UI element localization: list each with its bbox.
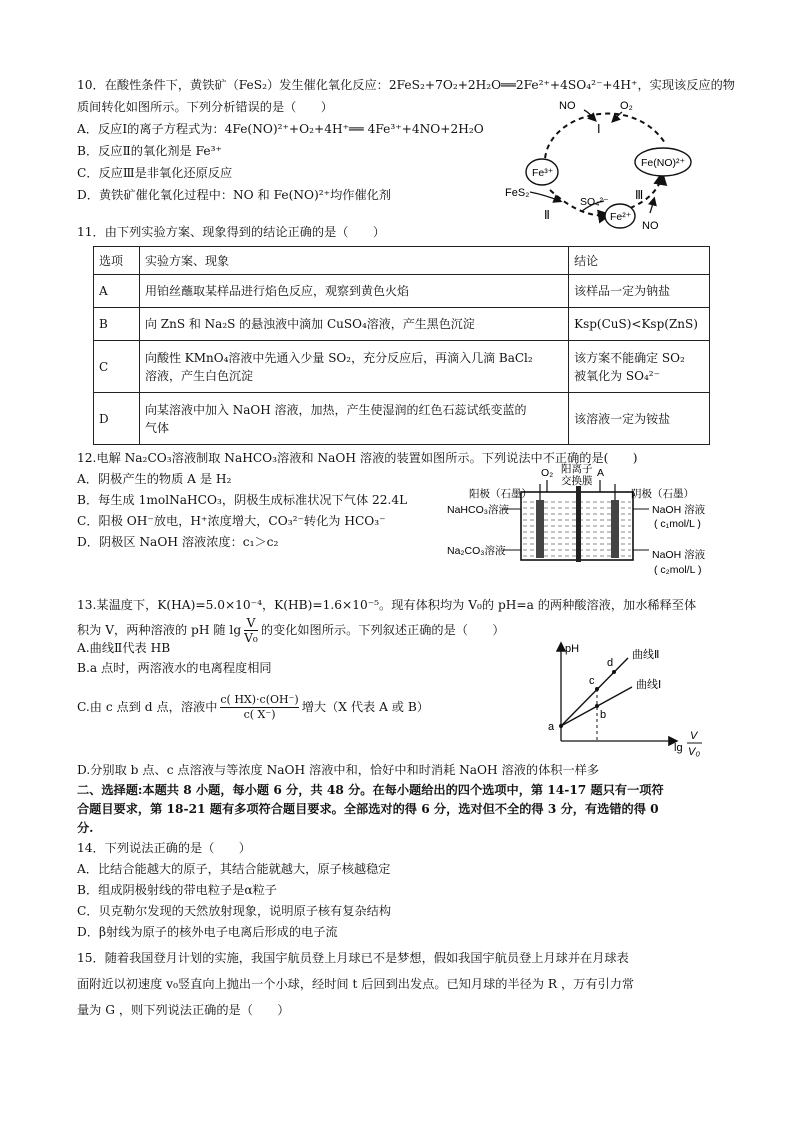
plan-line-2: 气体	[144, 420, 169, 435]
q12-fig-c1: ( c₁mol/L )	[654, 518, 701, 530]
conclusion-line-2: 被氧化为 SO₄²⁻	[574, 368, 660, 383]
q10-stem-line2: 质间转化如图所示。下列分析错误的是（ ）	[77, 100, 333, 114]
table-cell-plan	[139, 341, 568, 393]
conclusion-line-1: 该方案不能确定 SO₂	[574, 350, 685, 365]
q13-fig-x-denominator: V₀	[688, 746, 700, 758]
q10-option-a: A．反应Ⅰ的离子方程式为：4Fe(NO)²⁺+O₂+4H⁺══ 4Fe³⁺+4NO+2H₂O	[77, 122, 484, 136]
q12-stem: 12.电解 Na₂CO₃溶液制取 NaHCO₃溶液和 NaOH 溶液的装置如图所示。下列说法中不正确的是( )	[77, 451, 638, 465]
table-cell-conclusion: Ksp(CuS)<Ksp(ZnS)	[569, 308, 710, 341]
plan-line-1: 向酸性 KMnO₄溶液中先通入少量 SO₂，充分反应后，再滴入几滴 BaCl₂	[144, 350, 533, 365]
q10-fig-reaction-1: Ⅰ	[597, 122, 601, 136]
q12-fig-membrane-2: 交换膜	[561, 475, 593, 487]
q13-fig-point-a: a	[548, 721, 555, 733]
q15-line3: 量为 G ，则下列说法正确的是（ ）	[77, 1003, 290, 1017]
q13-option-c	[77, 687, 429, 727]
table-cell-plan: 向 ZnS 和 Na₂S 的悬浊液中滴加 CuSO₄溶液，产生黑色沉淀	[139, 308, 568, 341]
q12-option-b: B．每生成 1molNaHCO₃，阴极生成标准状况下气体 22.4L	[77, 493, 408, 507]
q12-fig-na2co3: Na₂CO₃溶液	[447, 545, 506, 557]
table-cell-conclusion: 该溶液一定为铵盐	[569, 393, 710, 445]
q12-option-d: D．阴极区 NaOH 溶液浓度：c₁＞c₂	[77, 535, 279, 549]
q10-fig-feno: Fe(NO)²⁺	[641, 157, 686, 169]
q12-fig-c2: ( c₂mol/L )	[654, 564, 702, 576]
q10-fig-no-top: NO	[559, 100, 576, 112]
section2-instructions-line1: 二、选择题:本题共 8 小题，每小题 6 分，共 48 分。在每小题给出的四个选项中，第 14-17 题只有一项符	[77, 783, 664, 797]
q10-fig-reaction-3: Ⅲ	[635, 188, 644, 202]
q12-fig-cathode: 阴极（石墨）	[631, 488, 694, 500]
table-header-conclusion: 结论	[569, 247, 710, 275]
q13-option-a: A.曲线Ⅱ代表 HB	[77, 641, 171, 655]
table-cell-option: A	[94, 275, 140, 308]
q10-fig-reaction-2: Ⅱ	[544, 208, 550, 222]
table-cell-plan	[139, 393, 568, 445]
q12-electrolysis-diagram	[443, 462, 715, 582]
q13-fig-curve-2: 曲线Ⅱ	[632, 649, 660, 661]
table-cell-conclusion: 该样品一定为钠盐	[569, 275, 710, 308]
q10-option-b: B．反应Ⅱ的氧化剂是 Fe³⁺	[77, 144, 222, 158]
q12-fig-membrane-1: 阳离子	[561, 463, 593, 475]
q10-stem-line1: 10．在酸性条件下，黄铁矿（FeS₂）发生催化氧化反应：2FeS₂+7O₂+2H₂O══2Fe²⁺+4SO₄²⁻+4H⁺，实现该反应的物	[77, 78, 735, 92]
q11-stem: 11．由下列实验方案、现象得到的结论正确的是（ ）	[77, 225, 386, 239]
q14-option-b: B．组成阴极射线的带电粒子是α粒子	[77, 883, 277, 897]
q12-fig-naoh-2: NaOH 溶液	[652, 549, 706, 561]
table-header-plan: 实验方案、现象	[139, 247, 568, 275]
q13-fig-point-c: c	[589, 675, 595, 687]
q15-line2: 面附近以初速度 v₀竖直向上抛出一个小球，经时间 t 后回到出发点。已知月球的半径为 R ，万有引力常	[77, 977, 635, 991]
q10-cycle-diagram	[500, 95, 730, 235]
q10-fig-so4: SO₄²⁻	[580, 196, 609, 208]
q10-fig-no-bottom: NO	[642, 220, 659, 232]
q10-option-d: D．黄铁矿催化氧化过程中：NO 和 Fe(NO)²⁺均作催化剂	[77, 188, 392, 202]
q12-fig-nahco3: NaHCO₃溶液	[447, 504, 510, 516]
table-header-option: 选项	[94, 247, 140, 275]
q12-fig-naoh-1: NaOH 溶液	[652, 504, 706, 516]
q12-fig-anode: 阳极（石墨）	[469, 488, 532, 500]
section2-instructions-line3: 分.	[77, 821, 94, 835]
q13-option-c-pre: C.由 c 点到 d 点，溶液中	[77, 700, 218, 714]
q13-option-b: B.a 点时，两溶液水的电离程度相同	[77, 661, 272, 675]
q14-stem: 14．下列说法正确的是（ ）	[77, 841, 251, 855]
q13-option-d: D.分别取 b 点、c 点溶液与等浓度 NaOH 溶液中和，恰好中和时消耗 NaOH 溶液的体积一样多	[77, 763, 600, 777]
q13-stem-line2-post: 的变化如图所示。下列叙述正确的是（ ）	[260, 623, 505, 637]
q13-ph-graph	[536, 636, 716, 761]
q13-fig-point-d: d	[607, 657, 614, 669]
q13-fig-x-numerator: V	[690, 730, 698, 742]
table-cell-plan: 用铂丝蘸取某样品进行焰色反应，观察到黄色火焰	[139, 275, 568, 308]
q12-option-c: C．阳极 OH⁻放电，H⁺浓度增大，CO₃²⁻转化为 HCO₃⁻	[77, 514, 386, 528]
q13-stem-line1: 13.某温度下，K(HA)=5.0×10⁻⁴，K(HB)=1.6×10⁻⁵。现有体积均为 V₀的 pH=a 的两种酸溶液，加水稀释至体	[77, 598, 697, 612]
table-cell-option: D	[94, 393, 140, 445]
section2-instructions-line2: 合题目要求，第 18-21 题有多项符合题目要求。全部选对的得 6 分，选对但不全的得 3 分，有选错的得 0	[77, 802, 659, 816]
plan-line-1: 向某溶液中加入 NaOH 溶液，加热，产生使湿润的红色石蕊试纸变蓝的	[144, 402, 527, 417]
q13-fig-point-b: b	[600, 709, 607, 721]
q13-option-c-fraction	[220, 693, 298, 722]
q13-fig-y-label: pH	[565, 643, 580, 655]
table-cell-option: C	[94, 341, 140, 393]
plan-line-2: 溶液，产生白色沉淀	[144, 368, 253, 383]
q10-option-c: C．反应Ⅲ是非氧化还原反应	[77, 166, 233, 180]
q10-fig-o2-top: O₂	[620, 100, 633, 112]
q13-stem-line2-pre: 积为 V，两种溶液的 pH 随 lg	[77, 623, 242, 637]
q12-fig-o2: O₂	[541, 467, 554, 479]
q12-fig-a: A	[597, 467, 605, 479]
fraction-denominator: V₀	[244, 631, 258, 645]
fraction-numerator: c( HX)·c(OH⁻)	[220, 693, 299, 706]
q10-fig-fe3: Fe³⁺	[532, 167, 554, 179]
q10-fig-fes2: FeS₂	[505, 187, 530, 199]
q13-stem-fraction	[244, 616, 258, 645]
q15-line1: 15．随着我国登月计划的实施，我国宇航员登上月球已不是梦想，假如我国宇航员登上月球并在月球表	[77, 951, 629, 965]
q12-option-a: A．阴极产生的物质 A 是 H₂	[77, 472, 232, 486]
q14-option-a: A．比结合能越大的原子，其结合能就越大，原子核越稳定	[77, 862, 391, 876]
q14-option-d: D．β射线为原子的核外电子电离后形成的电子流	[77, 925, 338, 939]
table-cell-option: B	[94, 308, 140, 341]
q13-fig-curve-1: 曲线Ⅰ	[636, 679, 662, 691]
q10-fig-fe2: Fe²⁺	[610, 211, 632, 223]
q13-option-c-post: 增大（X 代表 A 或 B）	[301, 700, 429, 714]
table-cell-conclusion	[569, 341, 710, 393]
q13-fig-x-label: lg	[674, 742, 683, 754]
fraction-denominator: c( X⁻)	[243, 708, 276, 721]
fraction-numerator: V	[244, 616, 258, 631]
q11-table	[93, 246, 710, 445]
q14-option-c: C．贝克勒尔发现的天然放射现象，说明原子核有复杂结构	[77, 904, 392, 918]
